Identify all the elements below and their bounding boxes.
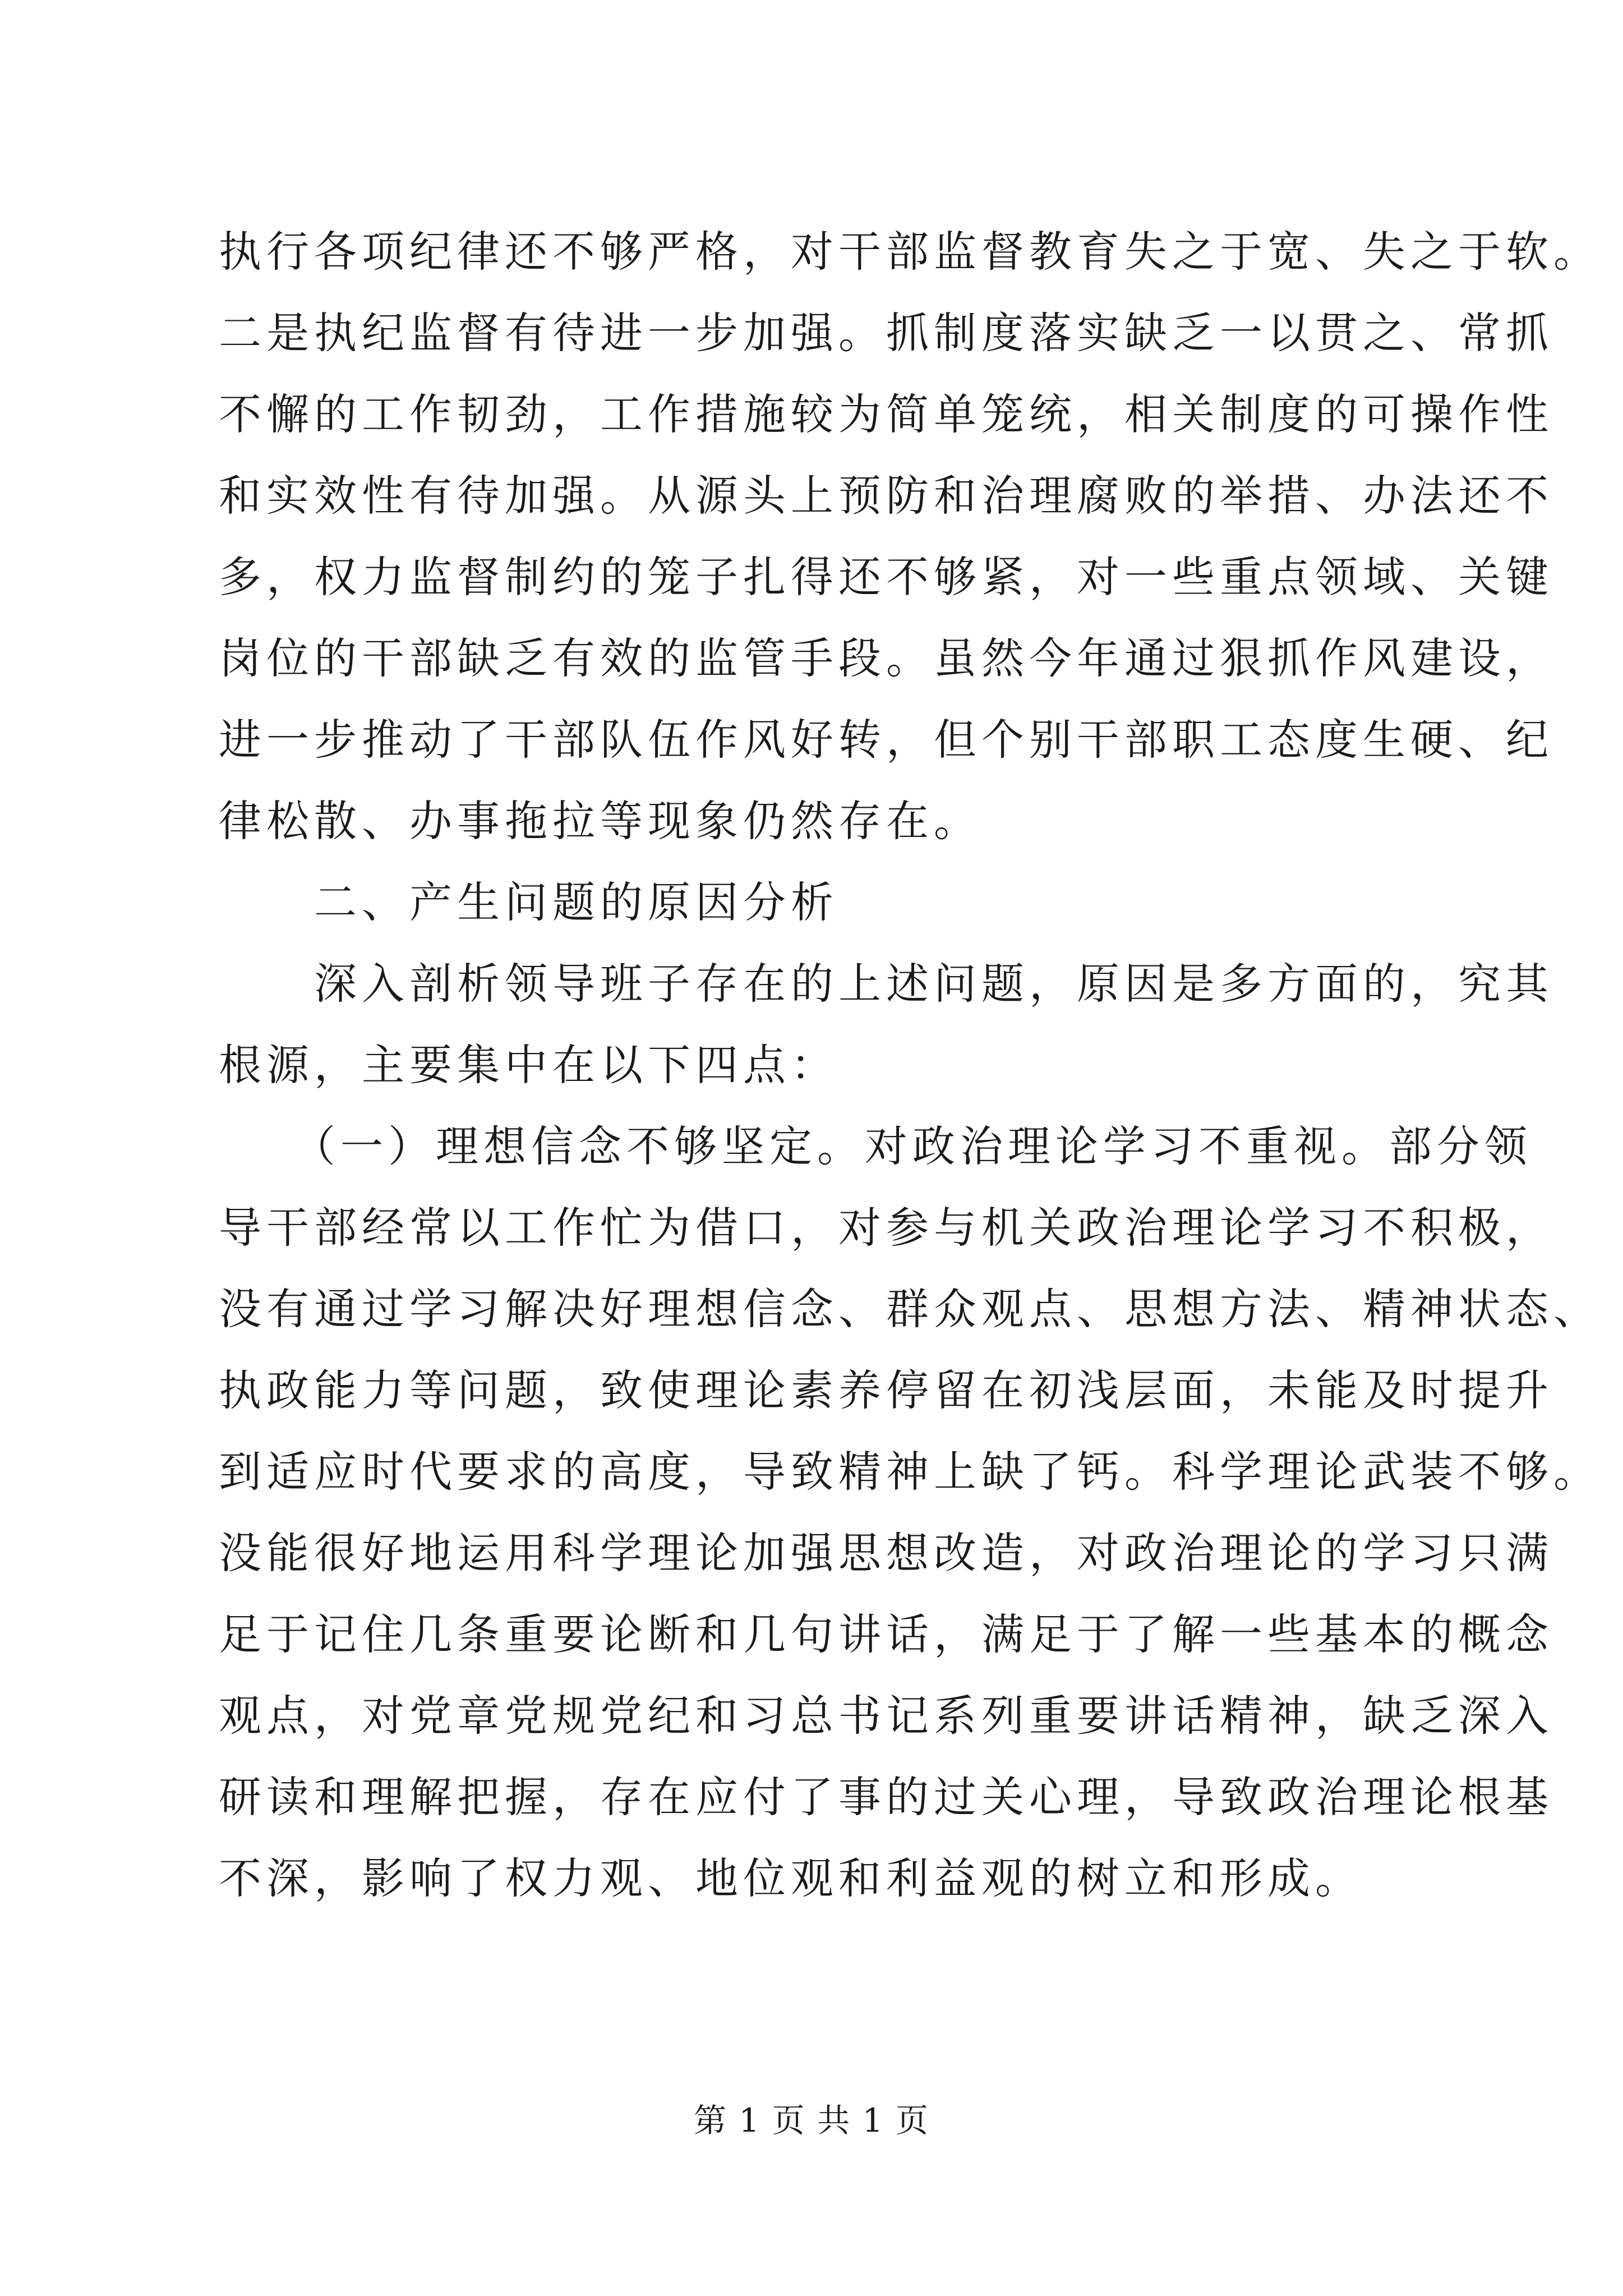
text-line: 岗位的干部缺乏有效的监管手段。虽然今年通过狠抓作风建设， — [219, 633, 1553, 683]
text-line: 和实效性有待加强。从源头上预防和治理腐败的举措、办法还不 — [219, 471, 1553, 521]
page-number: 第 1 页 共 1 页 — [694, 2101, 929, 2139]
text-line: 律松散、办事拖拉等现象仍然存在。 — [219, 796, 981, 846]
text-line: 执政能力等问题，致使理论素养停留在初浅层面，未能及时提升 — [219, 1365, 1553, 1415]
text-line: 不深，影响了权力观、地位观和利益观的树立和形成。 — [219, 1853, 1363, 1903]
text-line: 到适应时代要求的高度，导致精神上缺了钙。科学理论武装不够。 — [219, 1447, 1601, 1497]
text-line: 进一步推动了干部队伍作风好转，但个别干部职工态度生硬、纪 — [219, 715, 1553, 765]
text-line: 二是执纪监督有待进一步加强。抓制度落实缺乏一以贯之、常抓 — [219, 308, 1553, 358]
text-line: 不懈的工作韧劲，工作措施较为简单笼统，相关制度的可操作性 — [219, 389, 1553, 439]
text-line: 研读和理解把握，存在应付了事的过关心理，导致政治理论根基 — [219, 1772, 1553, 1822]
text-line: 足于记住几条重要论断和几句讲话，满足于了解一些基本的概念 — [219, 1609, 1553, 1659]
text-line: 执行各项纪律还不够严格，对干部监督教育失之于宽、失之于软。 — [219, 227, 1601, 277]
text-line: 没能很好地运用科学理论加强思想改造，对政治理论的学习只满 — [219, 1528, 1553, 1578]
text-line: 深入剖析领导班子存在的上述问题，原因是多方面的，究其 — [219, 959, 1553, 1009]
text-line: 观点，对党章党规党纪和习总书记系列重要讲话精神，缺乏深入 — [219, 1691, 1553, 1741]
text-line: 多，权力监督制约的笼子扎得还不够紧，对一些重点领域、关键 — [219, 552, 1553, 602]
document-body — [219, 211, 1601, 1919]
page-footer — [0, 2098, 1623, 2143]
text-line: （一）理想信念不够坚定。对政治理论学习不重视。部分领 — [219, 1121, 1532, 1171]
text-line: 根源，主要集中在以下四点： — [219, 1040, 838, 1090]
text-line: 导干部经常以工作忙为借口，对参与机关政治理论学习不积极， — [219, 1203, 1553, 1253]
text-line: 没有通过学习解决好理想信念、群众观点、思想方法、精神状态、 — [219, 1284, 1601, 1334]
section-heading: 二、产生问题的原因分析 — [219, 877, 838, 927]
